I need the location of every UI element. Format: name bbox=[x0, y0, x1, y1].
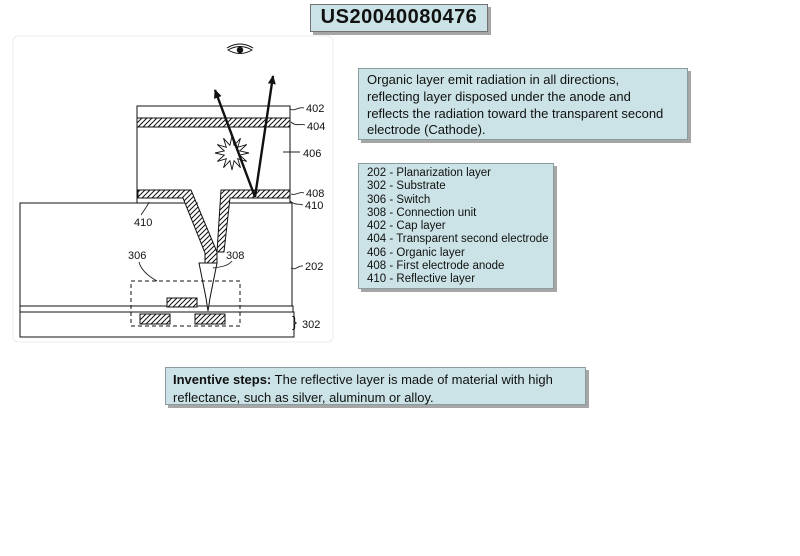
page-title: US20040080476 bbox=[310, 4, 488, 32]
legend-item: 402 - Cap layer bbox=[367, 220, 446, 233]
inventive-line: reflectance, such as silver, aluminum or alloy. bbox=[173, 389, 434, 405]
ref-label-306: 306 bbox=[128, 250, 147, 262]
leader-202 bbox=[291, 266, 303, 269]
inventive-text: The reflective layer is made of material with high bbox=[271, 372, 553, 387]
description-line: reflecting layer disposed under the anode and bbox=[367, 88, 631, 104]
thin-layer-shape bbox=[20, 306, 293, 312]
legend-item: 410 - Reflective layer bbox=[367, 273, 476, 286]
legend-item: 306 - Switch bbox=[367, 193, 431, 206]
leader-402 bbox=[290, 108, 304, 110]
legend-item: 404 - Transparent second electrode bbox=[367, 233, 549, 246]
description-line: Organic layer emit radiation in all directions, bbox=[367, 72, 620, 87]
switch-gate-shape bbox=[167, 298, 197, 307]
legend-box bbox=[358, 163, 554, 289]
ref-label-202: 202 bbox=[305, 261, 324, 273]
eye-icon bbox=[227, 44, 253, 54]
switch-electrode-left-shape bbox=[140, 314, 170, 324]
legend-item: 406 - Organic layer bbox=[367, 246, 465, 259]
legend-item: 202 - Planarization layer bbox=[367, 167, 492, 179]
legend-item: 408 - First electrode anode bbox=[367, 260, 505, 273]
ref-label-402: 402 bbox=[306, 103, 325, 115]
ref-label-308: 308 bbox=[226, 250, 245, 262]
legend-item: 302 - Substrate bbox=[367, 180, 446, 193]
description-line: reflects the radiation toward the transparent second bbox=[367, 105, 664, 121]
ref-label-410-inner: 410 bbox=[134, 217, 153, 229]
description-line: electrode (Cathode). bbox=[367, 122, 486, 138]
legend-item: 308 - Connection unit bbox=[367, 206, 477, 219]
inventive-label: Inventive steps: bbox=[173, 372, 272, 387]
patent-figure bbox=[0, 0, 345, 345]
switch-electrode-right-shape bbox=[195, 314, 225, 324]
ref-label-404: 404 bbox=[307, 121, 326, 133]
description-box bbox=[358, 68, 688, 140]
ref-brace-302: } bbox=[292, 314, 298, 331]
inventive-steps-box bbox=[165, 367, 586, 405]
ref-label-406: 406 bbox=[303, 148, 322, 160]
ref-label-408: 408 bbox=[306, 188, 325, 200]
leader-408 bbox=[291, 193, 304, 195]
leader-404 bbox=[291, 122, 305, 125]
inventive-line bbox=[173, 371, 578, 389]
planarization-layer-shape bbox=[20, 203, 292, 306]
ref-label-410-right: 410 bbox=[305, 200, 324, 212]
ref-label-302: 302 bbox=[302, 319, 321, 331]
